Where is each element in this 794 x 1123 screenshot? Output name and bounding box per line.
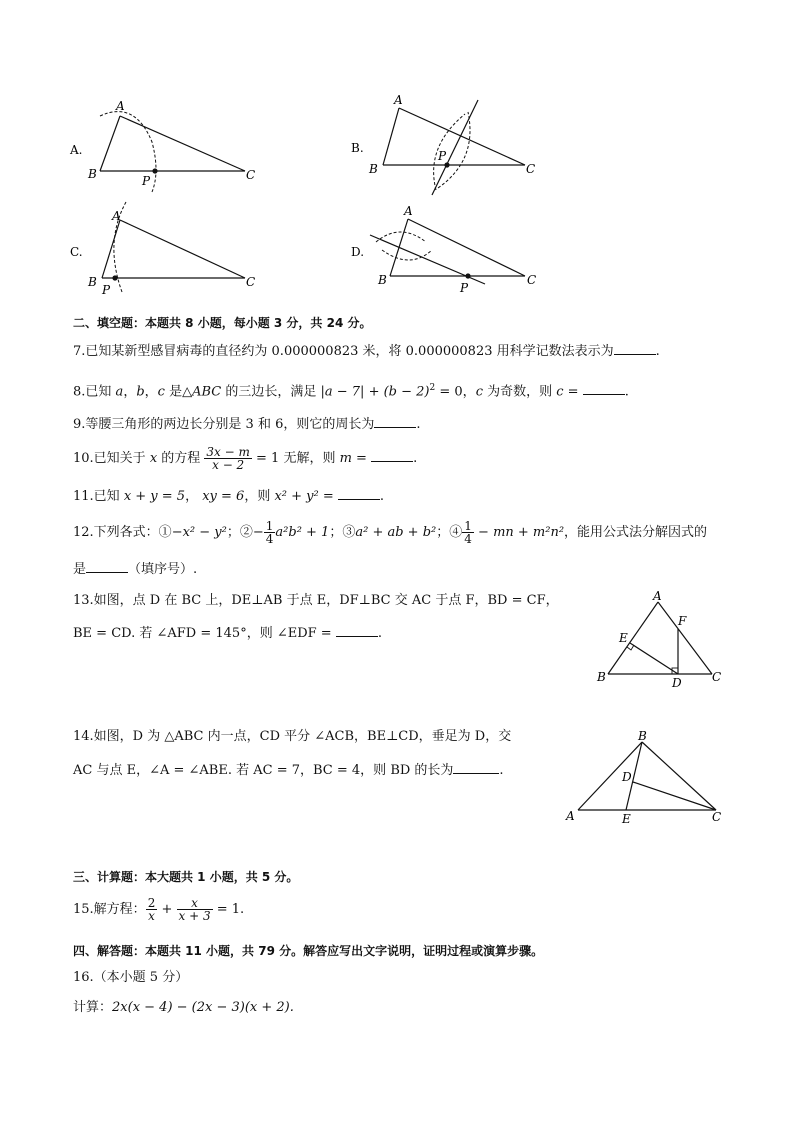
answer-blank [371,449,413,462]
question-12-line-2: 是 （填序号）. [73,562,198,577]
pt-c: C [712,670,722,684]
pt-b: B [638,729,647,743]
pt-e: E [622,812,631,826]
option-a-label: A. [70,143,83,157]
option-b-figure [351,93,535,195]
pt-b: B [369,162,378,176]
answer-blank [86,560,128,573]
pt-a: A [566,809,575,823]
answer-blank [336,624,378,637]
pt-a: A [394,93,403,107]
answer-blank [374,415,416,428]
pt-b: B [88,167,97,181]
question-13-line-1: 13.如图，点 D 在 BC 上，DE⊥AB 于点 E，DF⊥BC 交 AC 于点 F，BD = CF， [73,593,559,608]
section-4-heading: 四、解答题：本题共 11 小题，共 79 分。解答应写出文字说明，证明过程或演算步骤。 [73,944,544,958]
pt-a: A [116,99,125,113]
question-10: 10.已知关于 x 的方程 $\frac{3x - m}{x - 2}$ = 1 无解，则 m = . [73,445,418,472]
question-12-line-1: 12.下列各式：①−x² − y²；②− $\frac{1}{4}$ a²b² + 1；③a² + ab + b²；④ $\frac{1}{4}$ − mn + m²n²，能用公式法分解因式的 [73,519,708,546]
question-15: 15.解方程： $\frac{2}{x}$ + $\frac{x}{x + 3}$ = 1. [73,896,245,923]
pt-f: F [678,614,687,628]
section-2-heading: 二、填空题：本题共 8 小题，每小题 3 分，共 24 分。 [73,316,372,330]
question-13-figure [590,590,730,690]
question-16-title: 16.（本小题 5 分） [73,970,189,985]
option-c-figure [70,202,255,297]
question-13-line-2: BE = CD. 若 ∠AFD = 145°，则 ∠EDF = . [73,626,382,641]
pt-b: B [597,670,606,684]
pt-b: B [88,275,97,289]
answer-blank [338,487,380,500]
option-c-label: C. [70,245,83,259]
option-figures [60,92,580,302]
answer-blank [583,382,625,395]
pt-c: C [712,810,722,824]
pt-c: C [246,168,256,182]
question-9: 9.等腰三角形的两边长分别是 3 和 6，则它的周长为 . [73,417,421,432]
fraction: $\frac{3x - m}{x - 2}$ [206,445,250,472]
pt-p: P [460,281,469,295]
option-d-label: D. [351,245,365,259]
question-14-line-2: AC 与点 E，∠A = ∠ABE. 若 AC = 7，BC = 4，则 BD 的长为 . [73,763,504,778]
question-7: 7.已知某新型感冒病毒的直径约为 0.000000823 米，将 0.000000823 用科学记数法表示为 . [73,344,660,359]
pt-p: P [438,149,447,163]
section-3-heading: 三、计算题：本大题共 1 小题，共 5 分。 [73,870,299,884]
pt-b: B [378,273,387,287]
pt-p: P [142,174,151,188]
pt-c: C [246,275,256,289]
pt-e: E [619,631,628,645]
question-14-line-1: 14.如图，D 为 △ABC 内一点，CD 平分 ∠ACB，BE⊥CD，垂足为 D，交 [73,729,512,744]
option-a-figure [69,99,255,192]
option-b-label: B. [351,141,364,155]
pt-d: D [672,676,682,690]
pt-c: C [526,162,536,176]
pt-p: P [102,283,111,297]
question-8: 8.已知 a，b，c 是△ABC 的三边长，满足 $|a - 7| + (b - 2)^2 = 0$，c 为奇数，则 c = . [73,383,629,400]
answer-blank [614,342,656,355]
question-16-body: 计算：2x(x − 4) − (2x − 3)(x + 2). [73,1000,294,1015]
question-14-figure [560,728,730,828]
pt-a: A [404,204,413,218]
question-11: 11.已知 x + y = 5， xy = 6，则 x² + y² = . [73,489,385,504]
pt-a: A [112,209,121,223]
pt-a: A [653,590,662,603]
pt-c: C [527,273,537,287]
pt-d: D [622,770,632,784]
option-d-figure [351,204,536,295]
answer-blank [453,761,499,774]
